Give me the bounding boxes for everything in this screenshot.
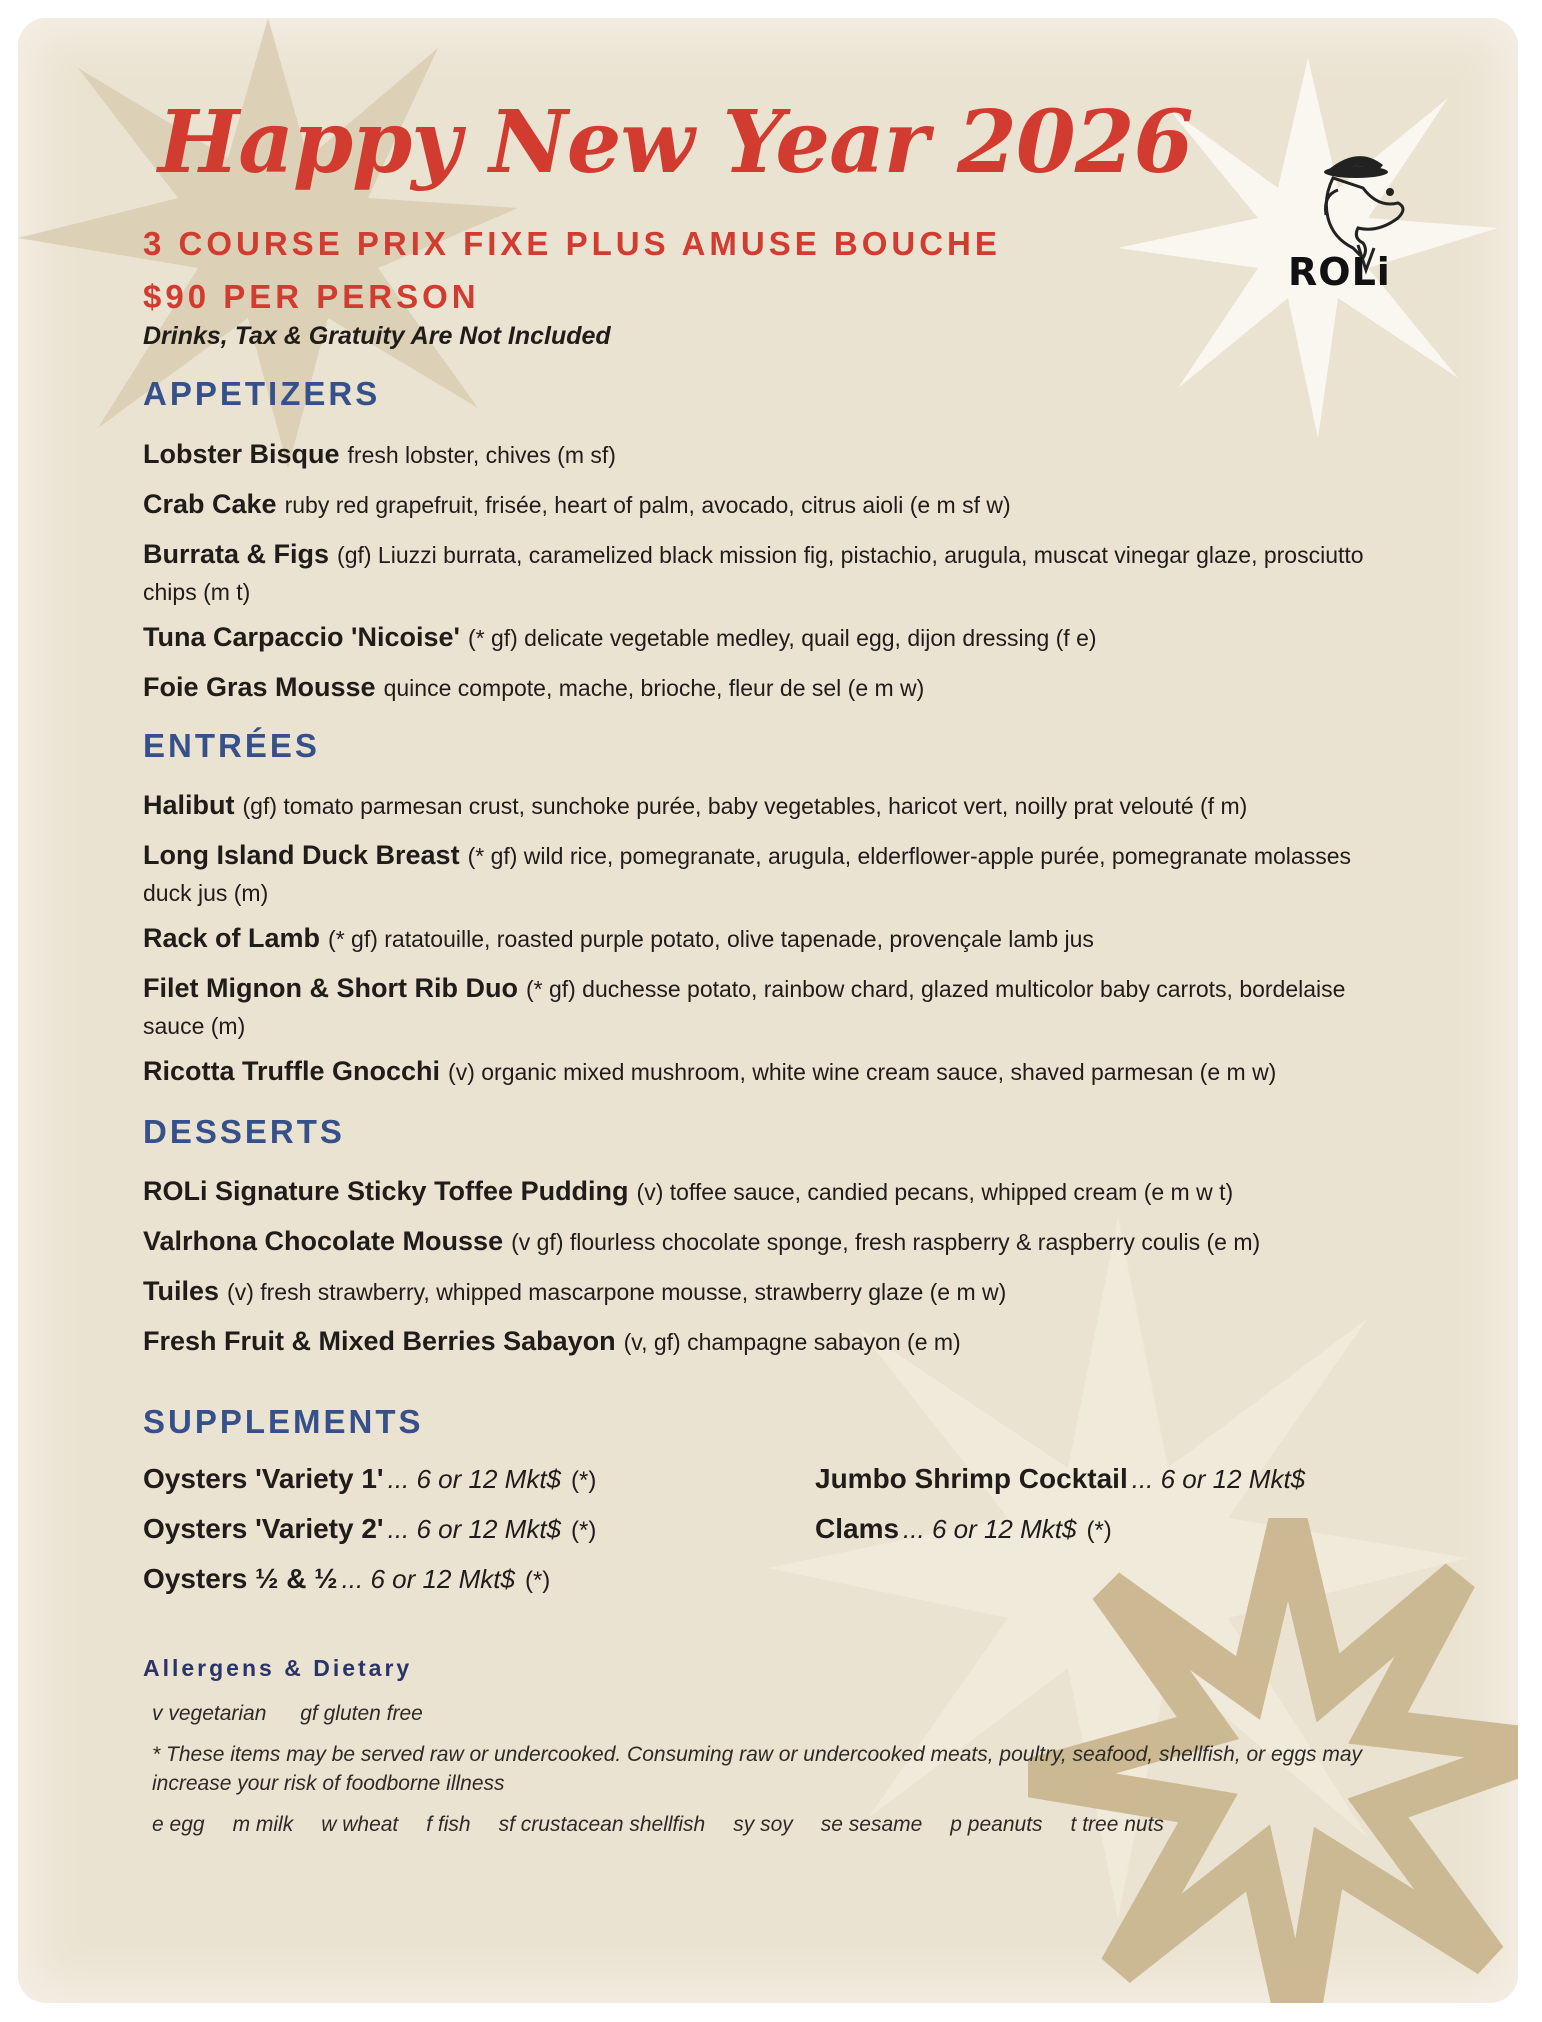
dietary-code: gf gluten free <box>300 1702 423 1725</box>
menu-item <box>143 1174 1393 1212</box>
allergen-code: f fish <box>426 1813 471 1836</box>
raw-food-warning: * These items may be served raw or undercooked. Consuming raw or undercooked meats, poultry, seafood, shellfish, or eggs may increase your risk of foodborne illness <box>152 1743 1363 1795</box>
menu-item <box>143 437 1393 475</box>
item-description: (* gf) wild rice, pomegranate, arugula, elderflower-apple purée, pomegranate molasses duck jus (m) <box>143 843 1351 906</box>
item-description: fresh lobster, chives (m sf) <box>347 442 616 468</box>
menu-item <box>143 620 1393 658</box>
supplement-name: Clams <box>815 1513 900 1544</box>
allergens-title: Allergens & Dietary <box>143 1655 413 1681</box>
page-title: Happy New Year 2026 <box>158 92 1193 193</box>
menu-item <box>143 487 1393 525</box>
item-name: Filet Mignon & Short Rib Duo <box>143 973 518 1003</box>
section-title-supplements: SUPPLEMENTS <box>143 1403 424 1440</box>
item-name: ROLi Signature Sticky Toffee Pudding <box>143 1176 629 1206</box>
raw-marker: (*) <box>571 1467 597 1494</box>
item-name: Tuiles <box>143 1276 220 1306</box>
item-description: ruby red grapefruit, frisée, heart of palm, avocado, citrus aioli (e m sf w) <box>284 492 1011 518</box>
supplement-price: ... 6 or 12 Mkt$ <box>341 1564 515 1594</box>
exclusions-note: Drinks, Tax & Gratuity Are Not Included <box>143 322 611 350</box>
allergen-code: sy soy <box>733 1813 793 1836</box>
section-title-entrees: ENTRÉES <box>143 727 320 764</box>
item-name: Burrata & Figs <box>143 539 330 569</box>
supplement-price: ... 6 or 12 Mkt$ <box>387 1464 561 1494</box>
allergen-code: e egg <box>152 1813 205 1836</box>
item-description: (gf) tomato parmesan crust, sunchoke purée, baby vegetables, haricot vert, noilly prat velouté (f m) <box>242 793 1248 819</box>
allergen-code: w wheat <box>321 1813 399 1836</box>
item-name: Halibut <box>143 790 235 820</box>
menu-item <box>143 670 1393 708</box>
supplement-name: Oysters 'Variety 2' <box>143 1513 384 1544</box>
brand-logo: ROLi <box>1288 250 1391 294</box>
item-name: Lobster Bisque <box>143 439 340 469</box>
item-name: Fresh Fruit & Mixed Berries Sabayon <box>143 1326 616 1356</box>
item-description: (* gf) duchesse potato, rainbow chard, glazed multicolor baby carrots, bordelaise sauce (m) <box>143 976 1346 1039</box>
supplement-price: ... 6 or 12 Mkt$ <box>903 1514 1077 1544</box>
supplement-item <box>143 1463 596 1495</box>
menu-item <box>143 1054 1393 1092</box>
item-name: Ricotta Truffle Gnocchi <box>143 1056 441 1086</box>
supplement-price: ... 6 or 12 Mkt$ <box>1131 1464 1306 1494</box>
supplement-price: ... 6 or 12 Mkt$ <box>387 1514 561 1544</box>
price-per-person: $90 PER PERSON <box>143 278 480 315</box>
item-name: Foie Gras Mousse <box>143 672 376 702</box>
menu-item <box>143 921 1393 959</box>
raw-marker: (*) <box>524 1567 551 1594</box>
item-description: (v gf) flourless chocolate sponge, fresh raspberry & raspberry coulis (e m) <box>511 1229 1261 1255</box>
supplement-name: Jumbo Shrimp Cocktail <box>815 1463 1128 1494</box>
item-name: Valrhona Chocolate Mousse <box>143 1226 504 1256</box>
section-title-desserts: DESSERTS <box>143 1113 345 1150</box>
allergen-code: sf crustacean shellfish <box>498 1813 706 1836</box>
item-name: Crab Cake <box>143 489 277 519</box>
raw-marker: (*) <box>1086 1517 1112 1544</box>
supplement-name: Oysters ½ & ½ <box>143 1563 338 1594</box>
menu-item <box>143 788 1393 826</box>
supplement-item <box>143 1563 550 1595</box>
allergen-code: se sesame <box>820 1813 923 1836</box>
supplement-item <box>143 1513 596 1545</box>
item-description: (* gf) ratatouille, roasted purple potato, olive tapenade, provençale lamb jus <box>328 926 1094 952</box>
item-description: quince compote, mache, brioche, fleur de sel (e m w) <box>383 675 925 701</box>
item-description: (* gf) delicate vegetable medley, quail egg, dijon dressing (f e) <box>467 625 1097 651</box>
supplement-item <box>815 1513 1112 1545</box>
section-title-appetizers: APPETIZERS <box>143 375 381 412</box>
item-description: (gf) Liuzzi burrata, caramelized black mission fig, pistachio, arugula, muscat vinegar glaze, prosciutto chips (m t) <box>143 542 1364 605</box>
item-name: Tuna Carpaccio 'Nicoise' <box>143 622 460 652</box>
raw-marker: (*) <box>571 1517 597 1544</box>
item-name: Rack of Lamb <box>143 923 321 953</box>
item-description: (v) fresh strawberry, whipped mascarpone mousse, strawberry glaze (e m w) <box>227 1279 1007 1305</box>
menu-item <box>143 838 1393 913</box>
item-description: (v) organic mixed mushroom, white wine cream sauce, shaved parmesan (e m w) <box>448 1059 1277 1085</box>
menu-item <box>143 537 1393 612</box>
dietary-code: v vegetarian <box>152 1702 267 1725</box>
prix-fixe-subtitle: 3 COURSE PRIX FIXE PLUS AMUSE BOUCHE <box>143 225 1001 262</box>
menu-item <box>143 1274 1393 1312</box>
allergen-codes <box>152 1813 1192 1837</box>
dietary-legend <box>152 1702 451 1726</box>
allergen-code: m milk <box>232 1813 294 1836</box>
item-description: (v) toffee sauce, candied pecans, whipped cream (e m w t) <box>636 1179 1234 1205</box>
supplement-name: Oysters 'Variety 1' <box>143 1463 384 1494</box>
allergen-code: p peanuts <box>950 1813 1043 1836</box>
supplement-item <box>815 1463 1315 1495</box>
menu-item <box>143 1324 1393 1362</box>
menu-item <box>143 971 1393 1046</box>
menu-item <box>143 1224 1393 1262</box>
item-name: Long Island Duck Breast <box>143 840 460 870</box>
item-description: (v, gf) champagne sabayon (e m) <box>623 1329 961 1355</box>
allergen-code: t tree nuts <box>1070 1813 1164 1836</box>
